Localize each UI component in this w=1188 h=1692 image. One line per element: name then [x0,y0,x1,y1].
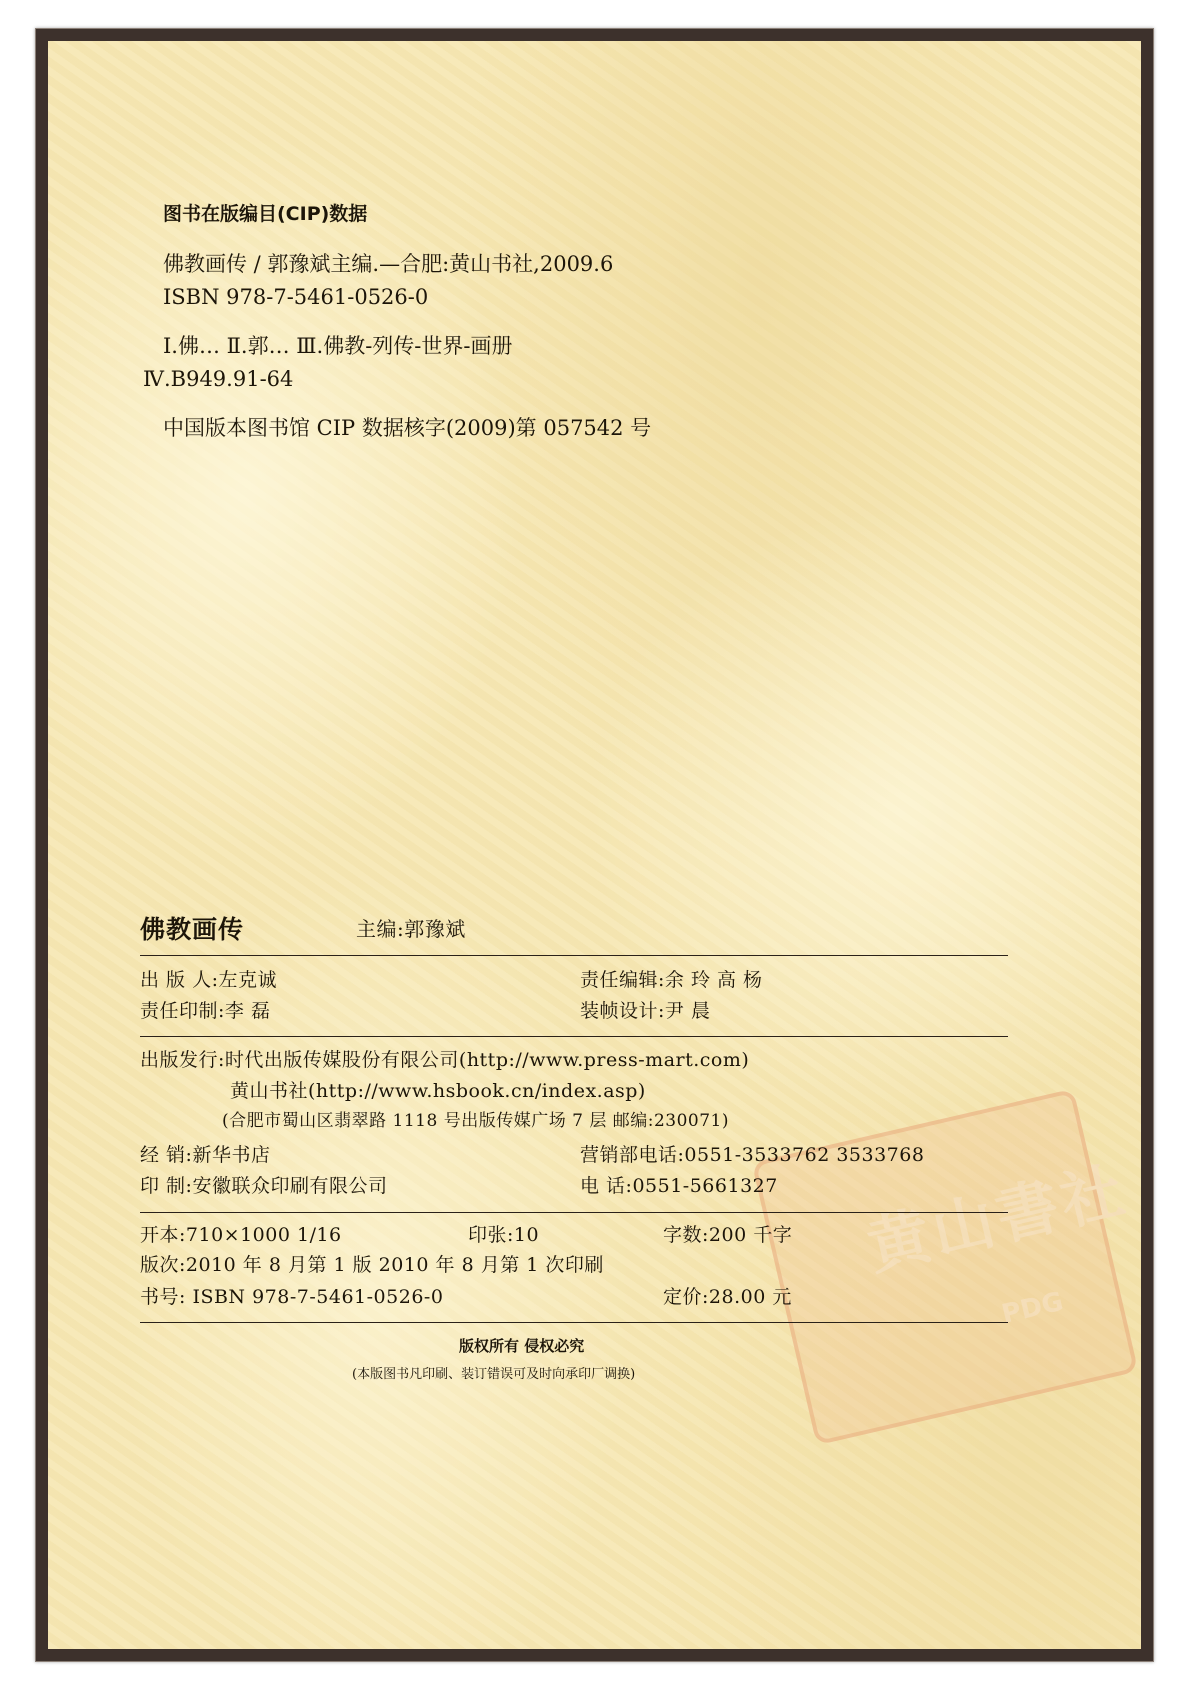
responsible-editor: 责任编辑:余 玲 高 杨 [580,969,763,991]
format-spec: 开本:710×1000 1/16 [140,1224,342,1246]
sheet-count: 印张:10 [468,1224,540,1246]
book-number: 书号: ISBN 978-7-5461-0526-0 [140,1286,444,1308]
cip-classification-2: Ⅳ.B949.91-64 [143,367,294,391]
printer-line: 印 制:安徽联众印刷有限公司 [140,1175,388,1197]
distributor-line: 出版发行:时代出版传媒股份有限公司(http://www.press-mart.com) [140,1049,750,1071]
address-line: (合肥市蜀山区翡翠路 1118 号出版传媒广场 7 层 邮编:230071) [222,1111,729,1131]
edition-info: 版次:2010 年 8 月第 1 版 2010 年 8 月第 1 次印刷 [140,1254,604,1276]
divider-2 [140,1036,1008,1037]
seal-mark: PDG [998,1286,1067,1330]
print-supervisor: 责任印制:李 磊 [140,1000,271,1022]
rights-notice: 版权所有 侵权必究 [459,1337,585,1355]
cip-approval-line: 中国版本图书馆 CIP 数据核字(2009)第 057542 号 [163,416,652,440]
cip-heading: 图书在版编目(CIP)数据 [163,203,368,225]
cip-title-line: 佛教画传 / 郭豫斌主编.—合肥:黄山书社,2009.6 [163,252,614,276]
publisher-person: 出 版 人:左克诚 [140,969,277,991]
divider-4 [140,1322,1008,1323]
word-count: 字数:200 千字 [663,1224,793,1246]
cip-classification-1: Ⅰ.佛… Ⅱ.郭… Ⅲ.佛教-列传-世界-画册 [163,334,513,358]
cip-isbn-line: ISBN 978-7-5461-0526-0 [163,285,429,309]
book-editor: 主编:郭豫斌 [356,917,466,941]
replacement-notice: (本版图书凡印刷、装订错误可及时向承印厂调换) [352,1367,636,1382]
seal-characters: 黄山書社 [860,1153,1135,1284]
book-title: 佛教画传 [140,915,245,944]
phone-line: 电 话:0551-5661327 [580,1175,778,1197]
marketing-phone: 营销部电话:0551-3533762 3533768 [580,1144,925,1166]
sales-line: 经 销:新华书店 [140,1144,271,1166]
price: 定价:28.00 元 [663,1286,792,1308]
divider-3 [140,1212,1008,1213]
divider-1 [140,955,1008,956]
cover-design: 装帧设计:尹 晨 [580,1000,711,1022]
press-line: 黄山书社(http://www.hsbook.cn/index.asp) [230,1080,646,1102]
